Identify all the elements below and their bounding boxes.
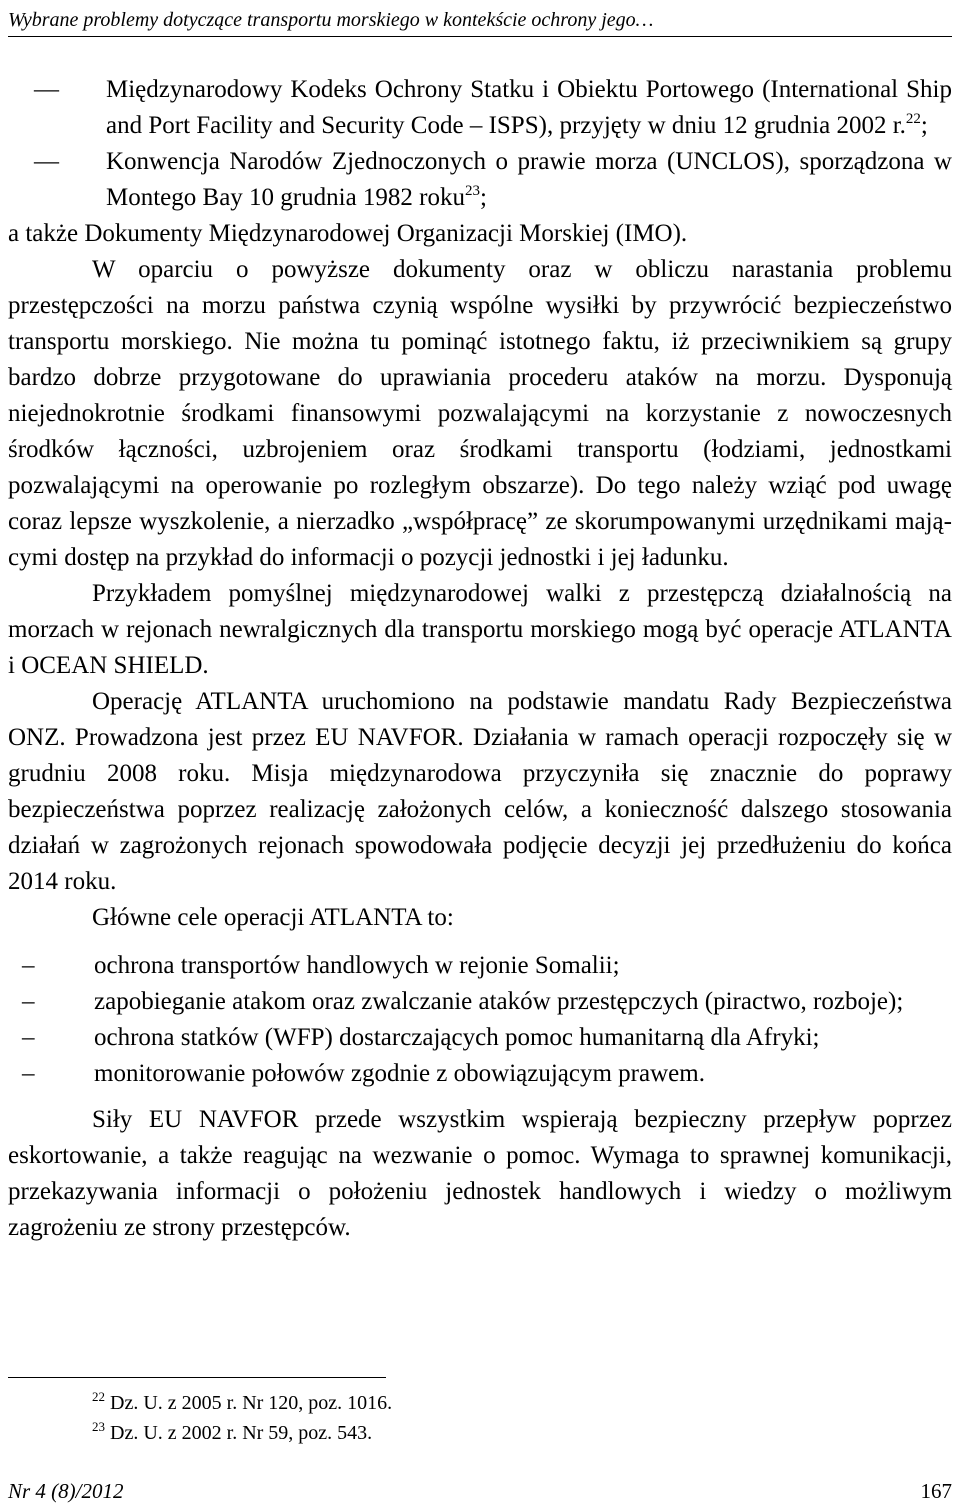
footnote-text: Dz. U. z 2005 r. Nr 120, poz. 1016. bbox=[110, 1392, 393, 1414]
paragraph: W oparciu o powyższe dokumenty oraz w obliczu narastania problemu przestępczości na morzu państwa czynią wspólne wysiłki by przywrócić bezpieczeństwo transportu morskiego. Nie można tu pominąć istotnego faktu, iż przeciwnikiem są grupy bardzo dobrze przygotowane do uprawiania procederu ataków na morzu. Dysponują niejednokrotnie środkami finansowymi pozwalającymi na korzystanie z nowoczesnych środków łączności, uzbrojeniem oraz środkami transportu (łodziami, jednostkami pozwalającymi na operowanie po rozległym obszarze). Do tego należy wziąć pod uwagę coraz lepsze wyszkolenie, a nierzadko „współpracę” ze skorumpowanymi urzędnikami mającymi dostęp na przykład do informacji o pozycji jednostki i jej ładunku. bbox=[8, 256, 952, 571]
footnote bbox=[92, 1388, 892, 1418]
footnotes bbox=[92, 1388, 892, 1448]
list-item-text: zapobieganie atakom oraz zwalczanie ataków przestępczych (piractwo, rozboje); bbox=[94, 988, 904, 1015]
list-item-tail: ; bbox=[479, 184, 487, 211]
footnote-text: Dz. U. z 2002 r. Nr 59, poz. 543. bbox=[110, 1422, 373, 1444]
list-item-text: Międzynarodowy Kodeks Ochrony Statku i Obiektu Portowego (International Ship and Port Facility and Security Code – ISPS), przyjęty w dniu 12 grudnia 2002 r. bbox=[106, 76, 952, 139]
list-item-tail: ; bbox=[920, 112, 928, 139]
list-item bbox=[8, 72, 952, 144]
paragraph: Główne cele operacji ATLANTA to: bbox=[92, 904, 454, 931]
dash-bullet: – bbox=[22, 1024, 35, 1051]
closing-paragraph: Siły EU NAVFOR przede wszystkim wspierają bezpieczny przepływ poprzez eskortowanie, a także reagując na wezwanie o pomoc. Wymaga to sprawnej komunikacji, przekazywania informacji o położeniu jednostek handlowych i wiedzy o możliwym zagrożeniu ze strony przestępców. bbox=[8, 1106, 952, 1241]
footnote-number: 22 bbox=[92, 1389, 105, 1404]
running-header: Wybrane problemy dotyczące transportu morskiego w kontekście ochrony jego… bbox=[8, 8, 952, 37]
footnote-separator bbox=[8, 1377, 386, 1378]
list-continuation: a także Dokumenty Międzynarodowej Organizacji Morskiej (IMO). bbox=[8, 220, 688, 247]
list-item bbox=[8, 1020, 952, 1056]
footnote-ref: 23 bbox=[464, 183, 480, 199]
dash-bullet: – bbox=[22, 952, 35, 979]
dash-bullet: – bbox=[22, 1060, 35, 1087]
page-number: 167 bbox=[920, 1479, 952, 1503]
list-item bbox=[8, 144, 952, 216]
list-item bbox=[8, 1056, 952, 1092]
issue-label: Nr 4 (8)/2012 bbox=[8, 1479, 124, 1503]
footnote-ref: 22 bbox=[905, 111, 921, 127]
dash-bullet: — bbox=[34, 76, 59, 103]
list-item-text: Konwencja Narodów Zjednoczonych o prawie morza (UNCLOS), sporządzona w Montego Bay 10 grudnia 1982 roku bbox=[106, 148, 952, 211]
footnote-number: 23 bbox=[92, 1419, 105, 1434]
operation-goals-list bbox=[8, 948, 952, 1092]
paragraph: Operację ATLANTA uruchomiono na podstawie mandatu Rady Bezpieczeństwa ONZ. Prowadzona jest przez EU NAVFOR. Działania w ramach operacji rozpoczęły się w grudniu 2008 roku. Misja międzynarodowa przyczyniła się znacznie do poprawy bezpieczeństwa poprzez realizację założonych celów, a konieczność dalszego stosowania działań w zagrożonych rejonach spowodowała podjęcie decyzji jej przedłużeniu do końca 2014 roku. bbox=[8, 688, 952, 895]
list-item bbox=[8, 984, 952, 1020]
list-item-text: monitorowanie połowów zgodnie z obowiązującym prawem. bbox=[94, 1060, 705, 1087]
legal-acts-list bbox=[8, 72, 952, 216]
footnote bbox=[92, 1418, 892, 1448]
dash-bullet: – bbox=[22, 988, 35, 1015]
page-footer bbox=[8, 1478, 952, 1504]
list-item bbox=[8, 948, 952, 984]
body-text bbox=[8, 72, 952, 1246]
paragraph: Przykładem pomyślnej międzynarodowej walki z przestępczą działalnością na morzach w rejonach newralgicznych dla transportu morskiego mogą być operacje ATLANTA i OCEAN SHIELD. bbox=[8, 580, 952, 679]
list-item-text: ochrona transportów handlowych w rejonie Somalii; bbox=[94, 952, 620, 979]
list-item-text: ochrona statków (WFP) dostarczających pomoc humanitarną dla Afryki; bbox=[94, 1024, 820, 1051]
dash-bullet: — bbox=[34, 148, 59, 175]
